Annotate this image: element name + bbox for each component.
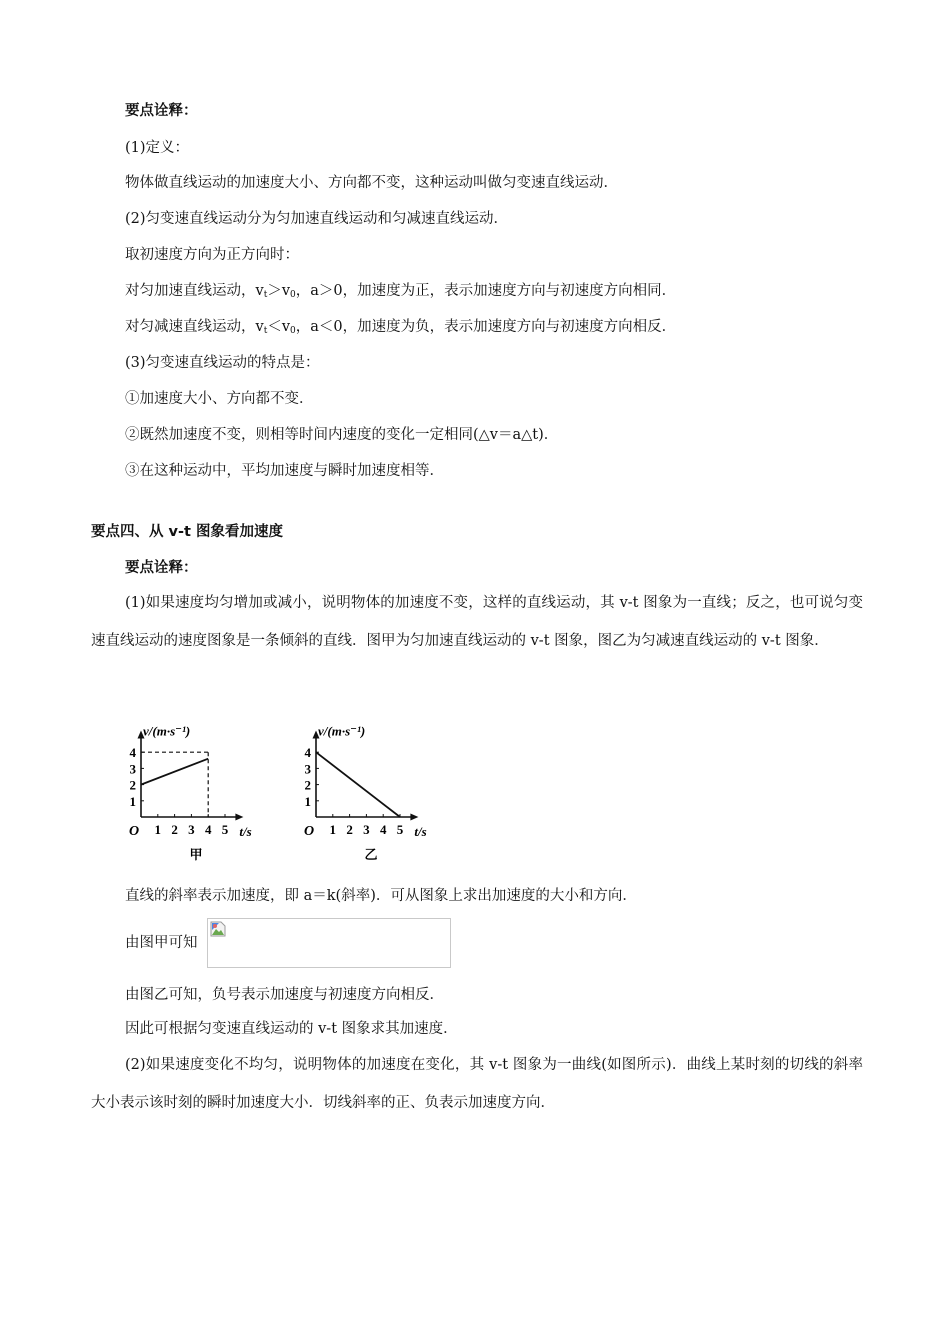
y-tick-label: 2 <box>304 777 311 793</box>
paragraph: ③在这种运动中，平均加速度与瞬时加速度相等． <box>125 463 444 479</box>
chart-caption: 甲 <box>189 847 203 862</box>
y-tick-label: 3 <box>129 761 136 777</box>
y-tick-label: 1 <box>304 793 311 809</box>
series-line <box>141 759 208 785</box>
y-axis-label: v/(m·s⁻¹) <box>318 723 366 739</box>
paragraph: 直线的斜率表示加速度，即 a＝k(斜率)．可从图象上求出加速度的大小和方向． <box>125 888 637 904</box>
x-tick-label: 2 <box>171 822 178 837</box>
x-axis-arrow <box>235 814 243 821</box>
x-tick-label: 2 <box>346 822 353 837</box>
paragraph: 因此可根据匀变速直线运动的 v-t 图象求其加速度． <box>125 1021 458 1037</box>
paragraph: 由图乙可知，负号表示加速度与初速度方向相反． <box>125 987 444 1003</box>
y-tick-label: 4 <box>304 745 311 761</box>
x-tick-label: 3 <box>188 822 195 837</box>
broken-image-icon <box>210 921 226 941</box>
paragraph: 物体做直线运动的加速度大小、方向都不变，这种运动叫做匀变速直线运动． <box>125 175 618 191</box>
section-label: 要点诠释： <box>125 103 198 119</box>
section-heading: 要点四、从 v-t 图象看加速度 <box>91 524 283 540</box>
paragraph: (2)如果速度变化不均匀，说明物体的加速度在变化，其 v-t 图象为一曲线(如图所示)．曲线上某时刻的切线的斜率大小表示该时刻的瞬时加速度大小．切线斜率的正、负表示加速度方向． <box>91 1057 863 1111</box>
x-tick-label: 5 <box>221 822 229 837</box>
paragraph: (1)定义： <box>125 140 190 156</box>
paragraph: (3)匀变速直线运动的特点是： <box>125 355 320 371</box>
paragraph: ①加速度大小、方向都不变． <box>125 391 314 407</box>
paragraph: (2)匀变速直线运动分为匀加速直线运动和匀减速直线运动． <box>125 211 509 227</box>
chart-caption: 乙 <box>364 847 378 862</box>
formula-image-placeholder <box>207 918 451 968</box>
y-tick-label: 4 <box>129 745 136 761</box>
y-tick-label: 2 <box>129 777 136 793</box>
paragraph: 对匀减速直线运动，$v_t<v_0$，a＜0，加速度为负，表示加速度方向与初速度方向相反． <box>125 319 677 336</box>
y-tick-label: 1 <box>129 793 136 809</box>
paragraph: (1)如果速度均匀增加或减小，说明物体的加速度不变，这样的直线运动，其 v-t 图象为一直线；反之，也可说匀变速直线运动的速度图象是一条倾斜的直线．图甲为匀加速直线运动的 v-t 图象，图乙为匀减速直线运动的 v-t 图象． <box>91 595 863 649</box>
x-axis-label: t/s <box>239 824 252 839</box>
x-tick-label: 4 <box>379 822 387 837</box>
paragraph: 取初速度方向为正方向时： <box>125 247 299 263</box>
x-tick-label: 1 <box>329 822 337 837</box>
series-line <box>316 752 400 817</box>
vt-chart-jia <box>115 705 275 865</box>
section-label: 要点诠释： <box>125 560 198 576</box>
paragraph: 由图甲可知 <box>125 935 198 951</box>
paragraph: ②既然加速度不变，则相等时间内速度的变化一定相同(△v＝a△t)． <box>125 427 559 443</box>
vt-chart-yi <box>290 705 450 865</box>
origin-label: O <box>304 824 315 839</box>
x-tick-label: 4 <box>204 822 212 837</box>
x-tick-label: 3 <box>363 822 370 837</box>
x-axis-label: t/s <box>414 824 427 839</box>
origin-label: O <box>129 824 140 839</box>
x-tick-label: 5 <box>396 822 404 837</box>
y-tick-label: 3 <box>304 761 311 777</box>
x-axis-arrow <box>410 814 418 821</box>
y-axis-label: v/(m·s⁻¹) <box>143 723 191 739</box>
paragraph: 对匀加速直线运动，$v_t>v_0$，a＞0，加速度为正，表示加速度方向与初速度方向相同． <box>125 283 677 300</box>
x-tick-label: 1 <box>154 822 162 837</box>
